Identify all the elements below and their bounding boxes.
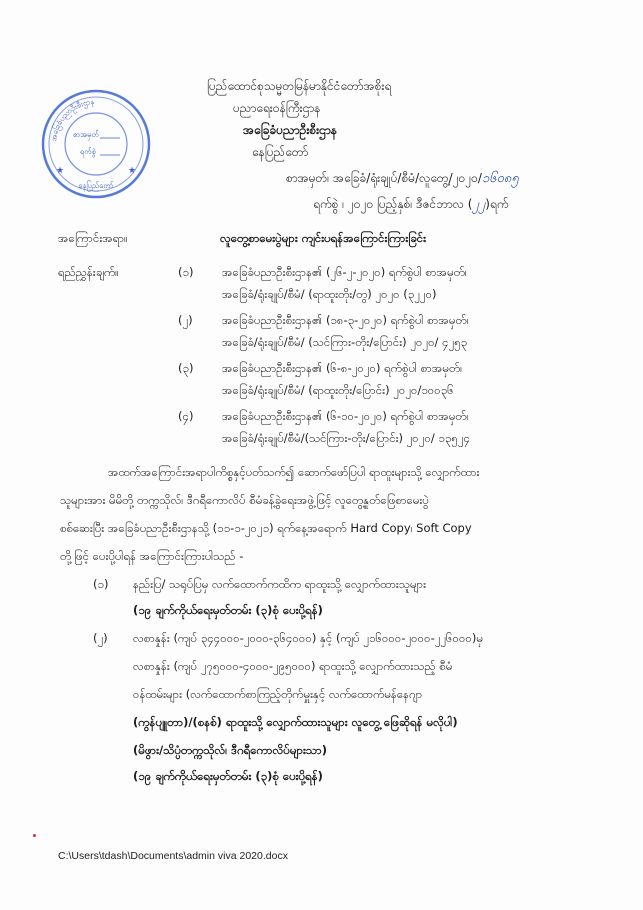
header-location: နေပြည်တော် xyxy=(252,145,309,159)
letter-date-handwritten: ၂၂ xyxy=(472,197,486,212)
reference-2-line2: အခြေခံ/ရုံးချုပ်/စီမံ/ (သင်ကြား-တိုး/ပြောင်း) ၂၀၂၀/ ၄၂၅၃ xyxy=(222,335,468,349)
reference-2-line1: အခြေခံပညာဦးစီးဌာန၏ (၁၈-၃-၂၀၂၀) ရက်စွဲပါ စာအမှတ်၊ xyxy=(222,313,469,327)
reference-4-num: (၄) xyxy=(178,409,194,423)
body-paragraph-line-4: တို့ဖြင့် ပေးပို့ပါရန် အကြောင်းကြားပါသည် - xyxy=(60,549,244,563)
subject-label: အကြောင်းအရာ။ xyxy=(58,231,128,245)
seal-bottom-text: နေပြည်တော် xyxy=(78,181,114,190)
letter-date-label: ရက်စွဲ ၊ ၂၀၂၀ ပြည့်နှစ်၊ ဒီဇင်ဘာလ ( xyxy=(313,197,473,211)
reference-2-num: (၂) xyxy=(178,313,193,327)
reference-1-line1: အခြေခံပညာဦးစီးဌာန၏ (၂၆-၂-၂၀၂၀) ရက်စွဲပါ စာအမှတ်၊ xyxy=(222,265,467,279)
reference-1-num: (၁) xyxy=(178,265,194,279)
body-item-2-line1: လစာနှုန်း (ကျပ် ၃၄၄၀၀၀-၂၀၀၀-၃၆၄၀၀၀) နှင့် (ကျပ် ၂၁၆၀၀၀-၂၀၀၀-၂၂၆၀၀၀)မှ xyxy=(133,631,483,645)
body-item-2-line3: ဝန်ထမ်းများ (လက်ထောက်စာကြည့်တိုက်မှူးနှင့် လက်ထောက်မန်နေဂျာ xyxy=(133,687,423,701)
letter-number-label: စာအမှတ်၊ အခြေခံ/ရုံးချုပ်/စီမံ/လူတွေ့/၂၀၂၀/ xyxy=(286,171,482,185)
reference-1-line2: အခြေခံ/ရုံးချုပ်/စီမံ/ (ရာထူးတိုး/တွ) ၂၀၂၀ (၃၂၂၀) xyxy=(222,287,437,301)
body-item-1-line2: (၁၉ ချက်ကိုယ်ရေးမှတ်တမ်း (၃)စုံ ပေးပို့ရန်) xyxy=(133,603,323,617)
header-ministry: ပညာရေးဝန်ကြီးဌာန xyxy=(233,101,321,115)
seal-star-left-icon: ★ xyxy=(56,166,65,176)
seal-star-right-icon: ★ xyxy=(128,166,137,176)
header-government: ပြည်ထောင်စုသမ္မတမြန်မာနိုင်ငံတော်အစိုးရ xyxy=(207,79,392,93)
letter-number-handwritten: ၁၆၀၈၅ xyxy=(481,171,519,186)
subject-text: လူတွေ့စာမေးပွဲများ ကျင်းပရန်အကြောင်းကြားခြင်း xyxy=(220,231,427,245)
body-item-2-line2: လစာနှုန်း (ကျပ် ၂၇၅၀၀၀-၄၀၀၀-၂၉၅၀၀၀) ရာထူးသို့ လျှောက်ထားသည့် စီမံ xyxy=(133,659,453,673)
references-label: ရည်ညွှန်းချက်။ xyxy=(58,265,119,279)
reference-3-line2: အခြေခံ/ရုံးချုပ်/စီမံ/ (ရာထူးတိုး/ပြောင်း) ၂၀၂၀/၁၀၀၃၆ xyxy=(222,383,454,397)
body-item-2-line5: (မိဖွား/သိပ္ပံတက္ကသိုလ်၊ ဒီဂရီကောလိပ်များသာ) xyxy=(133,743,327,757)
official-seal xyxy=(40,88,152,200)
red-dot-mark xyxy=(33,834,36,837)
body-paragraph-line-1: အထက်အကြောင်းအရာပါကိစ္စနှင့်ပတ်သက်၍ ဆောက်ဖော်ပြပါ ရာထူးများသို့ လျှောက်ထား xyxy=(108,465,480,479)
letter-number xyxy=(286,170,519,189)
body-paragraph-line-3: စစ်ဆေးပြီး အခြေခံပညာဦးစီးဌာနသို့ (၁၁-၁-၂၀၂၁) ရက်နေ့အရောက် Hard Copy၊ Soft Copy xyxy=(60,521,472,535)
footer-file-path: C:\Users\tdash\Documents\admin viva 2020.docx xyxy=(58,850,288,862)
reference-3-line1: အခြေခံပညာဦးစီးဌာန၏ (၆-၈-၂၀၂၀) ရက်စွဲပါ စာအမှတ်၊ xyxy=(222,361,463,375)
body-paragraph-line-2: သူများအား မိမိတို့ တက္ကသိုလ်၊ ဒီဂရီကောလိပ် စီမံခန့်ခွဲရေးအဖွဲ့ဖြင့် လူတွေ့နှုတ်ဖြေစာမေးပွဲ xyxy=(60,493,429,507)
body-item-2-line4: (ကွန်ပျူတာ)/(စနစ်) ရာထူးသို့ လျှောက်ထားသူများ လူတွေ့ ဖြေဆိုရန် မလိုပါ) xyxy=(133,715,458,729)
header-department: အခြေခံပညာဦးစီးဌာန xyxy=(243,123,337,137)
seal-field-no: စာအမှတ် xyxy=(73,130,99,139)
reference-3-num: (၃) xyxy=(178,361,194,375)
seal-ring-text: အခြေခံပညာဦးစီးဌာန xyxy=(49,97,95,142)
reference-4-line2: အခြေခံ/ရုံးချုပ်/စီမံ/(သင်ကြား-တိုး/ပြောင်း) ၂၀၂၀/ ၁၃၅၂၄ xyxy=(222,431,470,445)
body-item-1-line1: နည်းပြ/ သရုပ်ပြမှ လက်ထောက်ကထိက ရာထူးသို့ လျှောက်ထားသူများ xyxy=(133,577,427,591)
letter-date-suffix: )ရက် xyxy=(485,197,509,211)
body-item-2-num: (၂) xyxy=(93,631,108,645)
seal-field-date: ရက်စွဲ xyxy=(80,147,96,156)
reference-4-line1: အခြေခံပညာဦးစီးဌာန၏ (၆-၁၀-၂၀၂၀) ရက်စွဲပါ စာအမှတ်၊ xyxy=(222,409,469,423)
body-item-1-num: (၁) xyxy=(93,577,109,591)
body-item-2-line6: (၁၉ ချက်ကိုယ်ရေးမှတ်တမ်း (၃)စုံ ပေးပို့ရန်) xyxy=(133,769,323,783)
letter-date xyxy=(313,196,509,215)
